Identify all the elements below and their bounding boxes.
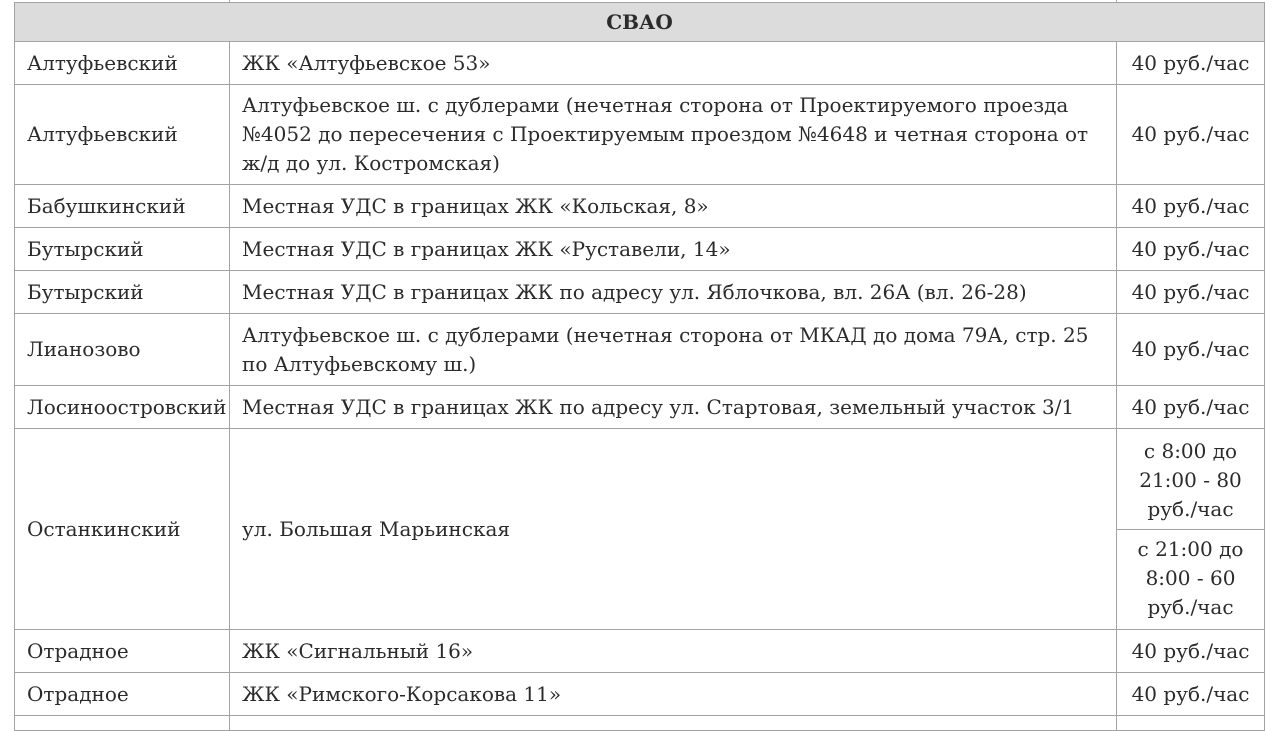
price-cell: 40 руб./час	[1117, 228, 1265, 271]
district-cell: Отрадное	[15, 630, 230, 673]
previous-row-edge	[14, 0, 1264, 2]
price-night: с 21:00 до 8:00 - 60 руб./час	[1117, 529, 1264, 627]
price-cell-split	[1117, 429, 1265, 630]
section-title: СВАО	[15, 3, 1265, 42]
price-cell: 40 руб./час	[1117, 673, 1265, 716]
district-cell: Бабушкинский	[15, 185, 230, 228]
district-cell: Лианозово	[15, 314, 230, 386]
price-cell: 40 руб./час	[1117, 42, 1265, 85]
address-cell: ЖК «Алтуфьевское 53»	[230, 42, 1117, 85]
table-row	[15, 673, 1265, 716]
address-cell: Местная УДС в границах ЖК «Кольская, 8»	[230, 185, 1117, 228]
table-row	[15, 386, 1265, 429]
table-row	[15, 42, 1265, 85]
price-day: с 8:00 до 21:00 - 80 руб./час	[1139, 438, 1242, 521]
district-cell: Отрадное	[15, 673, 230, 716]
price-cell: 40 руб./час	[1117, 630, 1265, 673]
price-cell: 40 руб./час	[1117, 386, 1265, 429]
address-cell: Местная УДС в границах ЖК по адресу ул. Стартовая, земельный участок 3/1	[230, 386, 1117, 429]
district-cell: Лосиноостровский	[15, 386, 230, 429]
address-cell: Алтуфьевское ш. с дублерами (нечетная сторона от МКАД до дома 79А, стр. 25 по Алтуфьевскому ш.)	[230, 314, 1117, 386]
district-cell: Бутырский	[15, 271, 230, 314]
address-cell: Алтуфьевское ш. с дублерами (нечетная сторона от Проектируемого проезда №4052 до пересечения с Проектируемым проездом №4648 и четная сторона от ж/д до ул. Костромская)	[230, 85, 1117, 185]
table-row	[15, 85, 1265, 185]
address-cell: ЖК «Сигнальный 16»	[230, 630, 1117, 673]
table-row	[15, 314, 1265, 386]
table-row	[15, 271, 1265, 314]
table-row	[15, 630, 1265, 673]
next-row-edge	[15, 716, 1265, 731]
price-cell: 40 руб./час	[1117, 271, 1265, 314]
address-cell: Местная УДС в границах ЖК по адресу ул. Яблочкова, вл. 26А (вл. 26-28)	[230, 271, 1117, 314]
price-cell: 40 руб./час	[1117, 185, 1265, 228]
district-cell: Бутырский	[15, 228, 230, 271]
table-row	[15, 185, 1265, 228]
address-cell: ул. Большая Марьинская	[230, 429, 1117, 630]
district-cell: Алтуфьевский	[15, 42, 230, 85]
address-cell: ЖК «Римского-Корсакова 11»	[230, 673, 1117, 716]
district-cell: Останкинский	[15, 429, 230, 630]
table-row	[15, 429, 1265, 630]
address-cell: Местная УДС в границах ЖК «Руставели, 14»	[230, 228, 1117, 271]
district-cell: Алтуфьевский	[15, 85, 230, 185]
section-header-row	[15, 3, 1265, 42]
table-row	[15, 228, 1265, 271]
price-cell: 40 руб./час	[1117, 85, 1265, 185]
price-cell: 40 руб./час	[1117, 314, 1265, 386]
parking-tariff-table	[14, 2, 1265, 731]
parking-tariff-table-frame	[14, 0, 1264, 731]
